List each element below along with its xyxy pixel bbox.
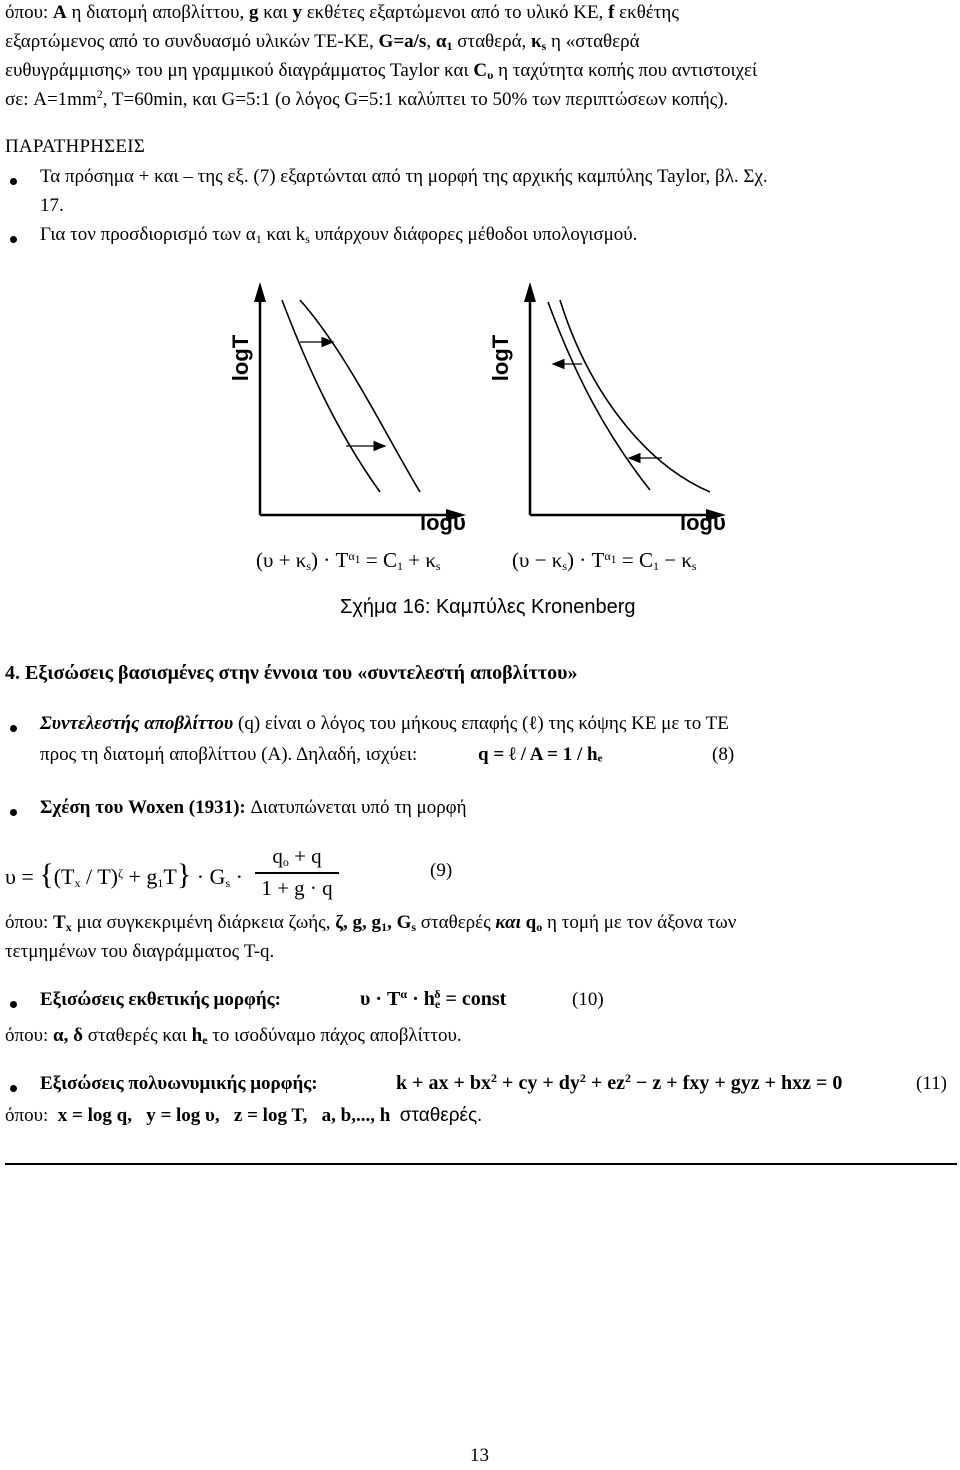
equation-9-lhs: $\upsilon = \{(T_x / T)^\zeta + g_1T\} \cdot G_s$ · <box>5 858 243 891</box>
where-9-line-2: τετμημένων του διαγράμματος T-q. <box>5 941 275 962</box>
intro-line-4: σε: $A=1mm^2$, T=60min, και G=5:1 (ο λόγος G=5:1 καλύπτει το 50% των περιπτώσεων κοπής). <box>5 87 729 110</box>
bullet-icon <box>10 178 17 185</box>
intro-line-1: όπου: Α η διατομή αποβλίττου, g και y εκθέτες εξαρτώμενοι από το υλικό ΚΕ, f εκθέτης <box>5 2 679 23</box>
remark-1-line-1: Τα πρόσημα + και – της εξ. (7) εξαρτώνται από τη μορφή της αρχικής καμπύλης Taylor, βλ. Σχ. <box>40 166 768 187</box>
bullet-1-line-2: προς τη διατομή αποβλίττου (Α). Δηλαδή, ισχύει: <box>40 744 418 765</box>
where-9-line-1: όπου: $T_x$ μια συγκεκριμένη διάρκεια ζωής, ζ, g, $g_1$, $G_s$ σταθερές και $q_o$ η τομή με τον άξονα των <box>5 912 737 934</box>
section-4-title: 4. Εξισώσεις βασισμένες στην έννοια του «συντελεστή αποβλίττου» <box>5 662 578 684</box>
equation-10-number: (10) <box>572 989 604 1010</box>
equation-8-number: (8) <box>712 744 735 765</box>
where-11: όπου: x = log q, y = log υ, z = log T, a, b,..., h σταθερές. <box>5 1105 482 1126</box>
figure-caption: Σχήμα 16: Καμπύλες Kronenberg <box>340 596 636 618</box>
right-curve-linearized <box>548 302 650 490</box>
right-curve-original <box>560 300 710 492</box>
intro-line-2: εξαρτώμενος από το συνδυασμό υλικών ΤΕ-ΚΕ, G=a/s, $\alpha_1$ σταθερά, $\kappa_s$ η «σταθερά <box>5 31 640 53</box>
left-x-label: logυ <box>420 510 466 535</box>
bullet-1-term: Συντελεστής αποβλίττου <box>40 713 234 734</box>
bullet-3-label: Εξισώσεις εκθετικής μορφής: <box>40 989 281 1010</box>
equation-9-denominator: 1 + g · q <box>261 876 333 900</box>
bullet-icon <box>10 1001 17 1008</box>
left-y-arrow-icon <box>254 282 266 302</box>
remark-2: Για τον προσδιορισμό των $\alpha_1$ και $k_s$ υπάρχουν διάφορες μέθοδοι υπολογισμού. <box>40 224 638 246</box>
bullet-1-line-1 <box>40 713 729 735</box>
page-number: 13 <box>470 1445 489 1466</box>
bullet-icon <box>10 809 17 816</box>
bullet-4-label: Εξισώσεις πολυωνυμικής μορφής: <box>40 1073 318 1094</box>
bullet-icon <box>10 725 17 732</box>
equation-11-number: (11) <box>916 1073 947 1094</box>
formula-right: $(\upsilon - \kappa_s) \cdot T^{\alpha_1} = C_1 - \kappa_s$ <box>512 548 697 573</box>
left-y-label: logT <box>228 334 254 382</box>
equation-9-number: (9) <box>430 860 453 881</box>
formula-left: $(\upsilon + \kappa_s) \cdot T^{\alpha_1} = C_1 + \kappa_s$ <box>256 548 441 573</box>
right-y-label: logT <box>488 334 514 382</box>
right-y-arrow-icon <box>524 282 536 302</box>
bullet-2: Σχέση του Woxen (1931): Διατυπώνεται υπό τη μορφή <box>40 797 467 818</box>
equation-8: q = ℓ / A = 1 / hₑ <box>478 744 603 765</box>
intro-line-3: ευθυγράμμισης» του μη γραμμικού διαγράμματος Taylor και $C_\upsilon$ η ταχύτητα κοπής που αντιστοιχεί <box>5 60 758 82</box>
fraction-bar <box>255 872 339 874</box>
remark-1-line-2: 17. <box>40 195 64 216</box>
where-10: όπου: α, δ σταθερές και $h_e$ το ισοδύναμο πάχος αποβλίττου. <box>5 1025 462 1047</box>
bullet-icon <box>10 236 17 243</box>
bullet-icon <box>10 1085 17 1092</box>
equation-10: $\upsilon \cdot T^\alpha \cdot h_e^\delta$ = const <box>360 987 507 1011</box>
equation-11: k + ax + $bx^2$ + cy + $dy^2 + ez^2 - z$ + fxy + gyz + hxz = 0 <box>396 1071 843 1094</box>
bullet-1-rest: (q) είναι ο λόγος του μήκους επαφής (ℓ) της κόψης ΚΕ με το ΤΕ <box>233 713 729 734</box>
page-divider <box>5 1163 957 1165</box>
kronenberg-figure <box>200 280 760 580</box>
remarks-heading: ΠΑΡΑΤΗΡΗΣΕΙΣ <box>5 136 145 157</box>
equation-9-numerator: $q_o + q$ <box>272 844 322 869</box>
right-x-label: logυ <box>680 510 726 535</box>
